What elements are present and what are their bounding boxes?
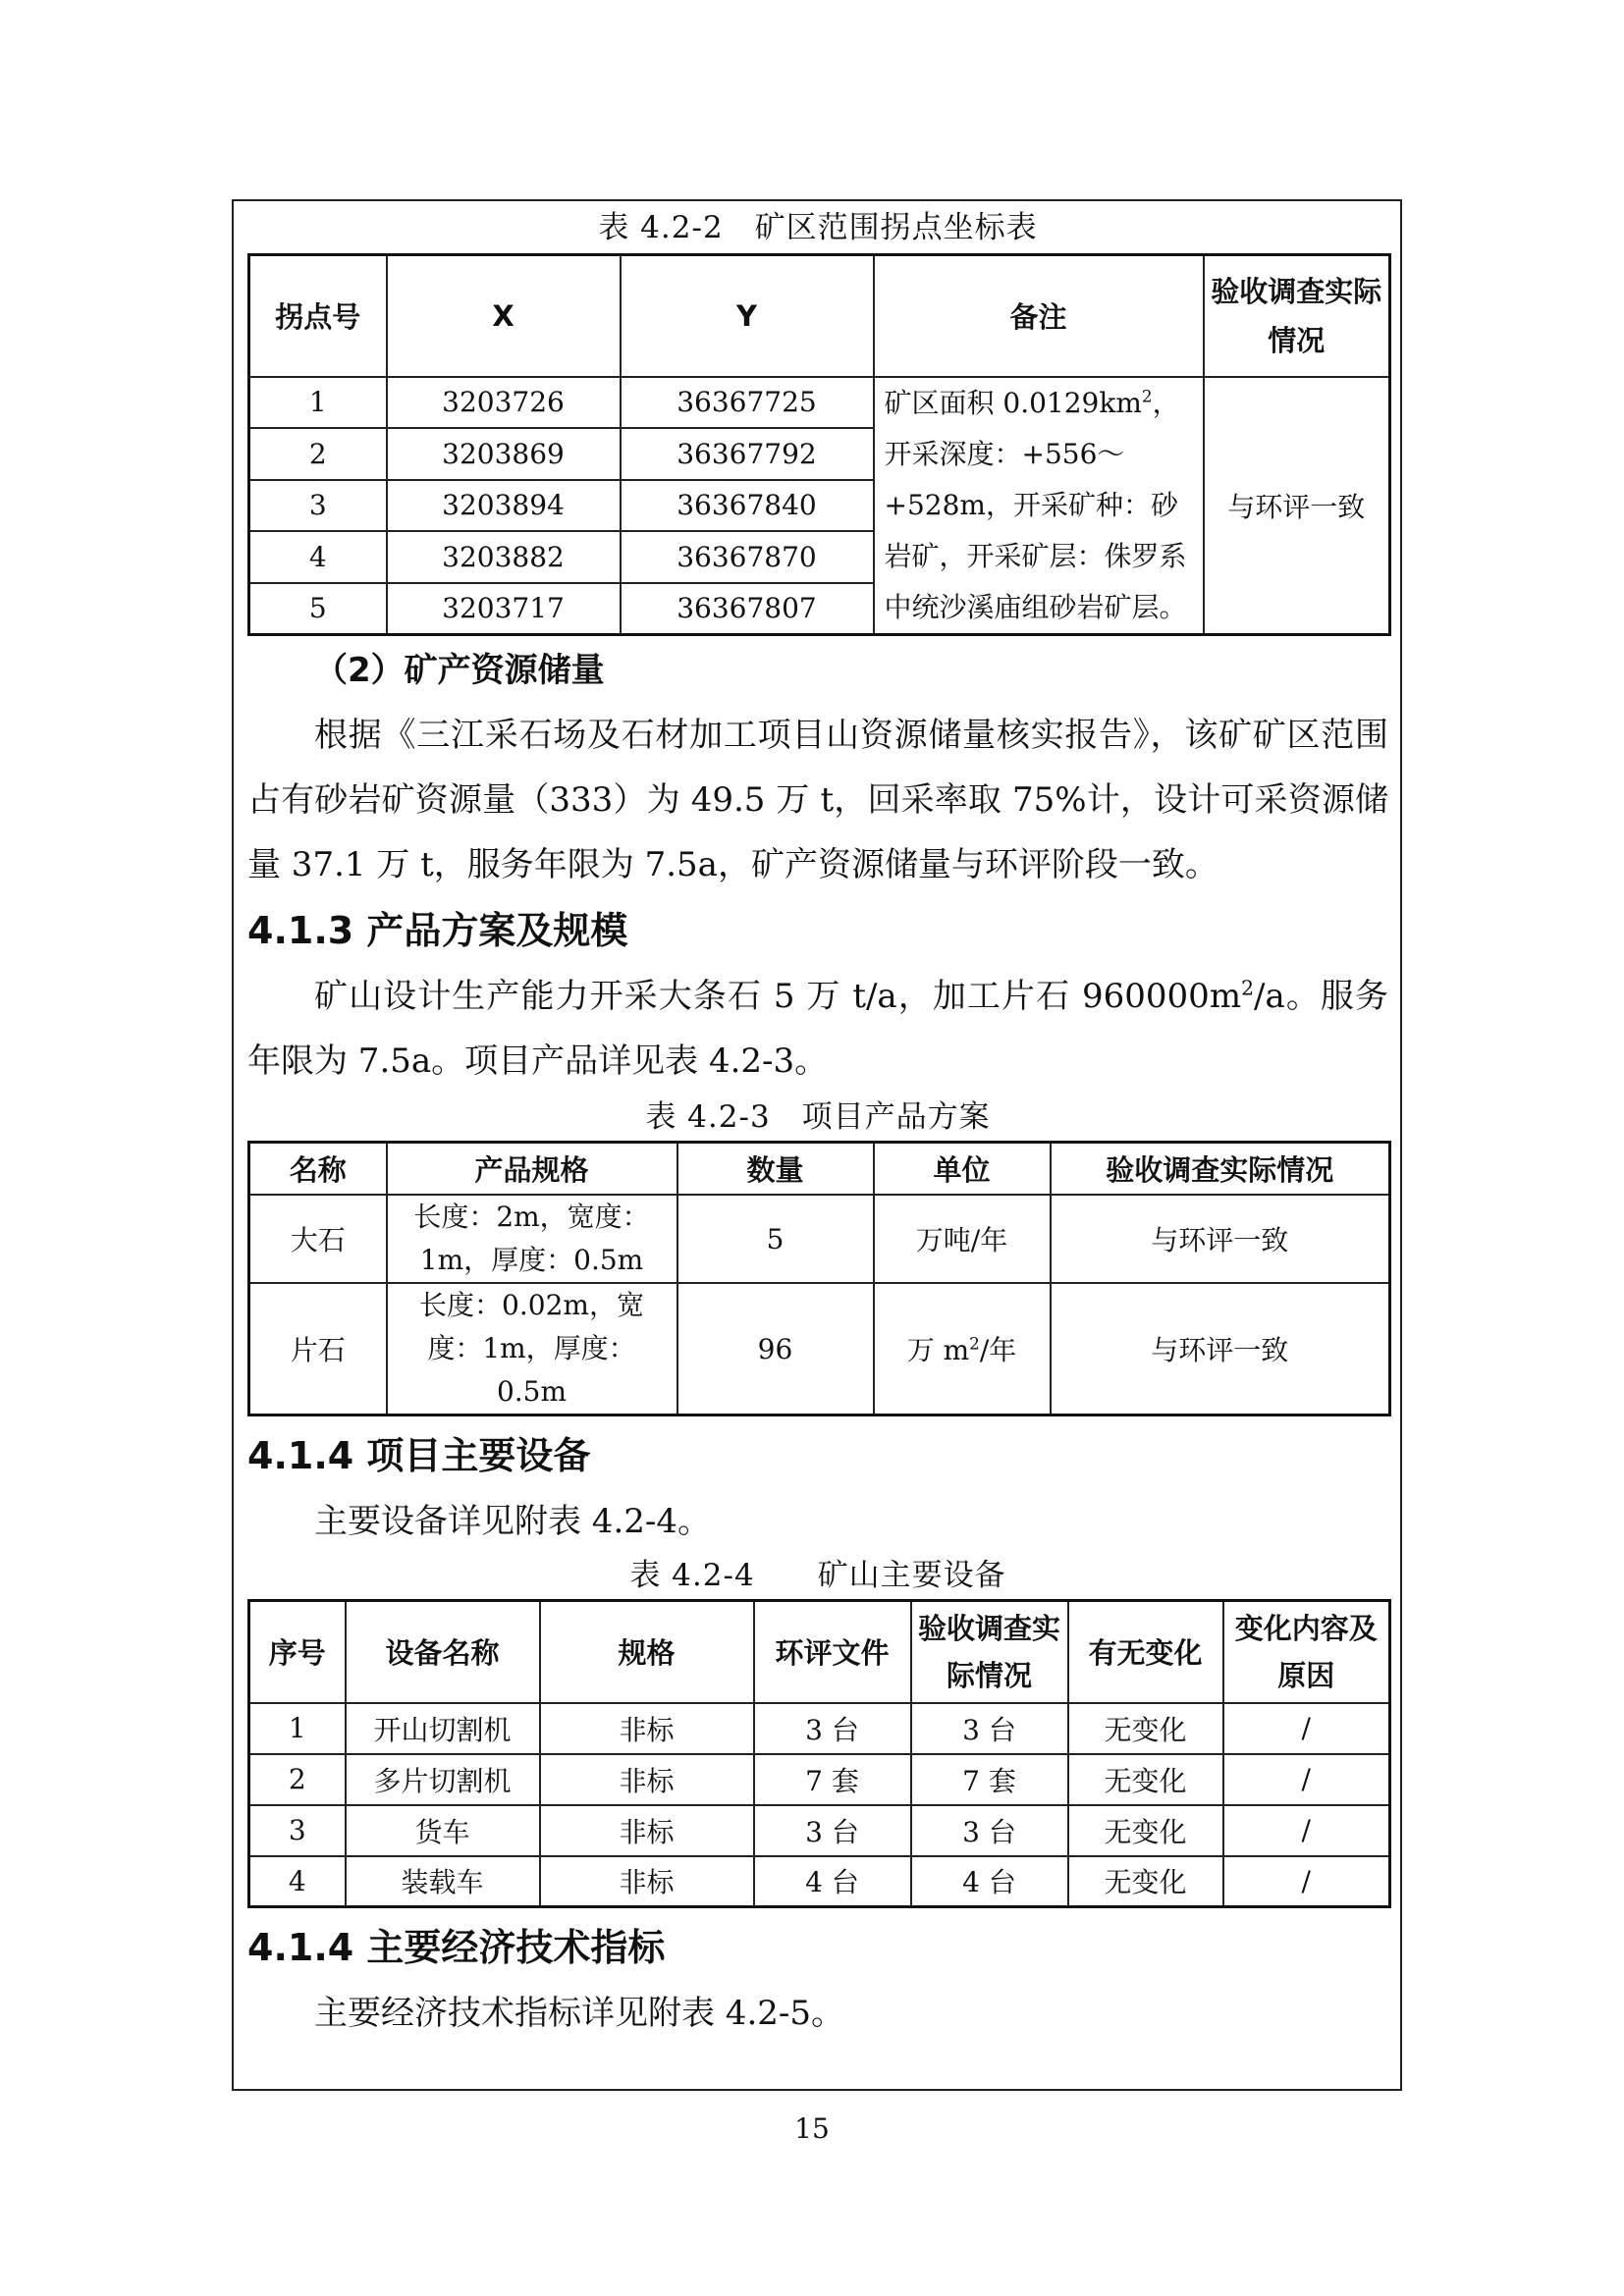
table-cell: 36367725	[621, 377, 874, 429]
table-cell: 36367807	[621, 583, 874, 635]
table-cell: /	[1223, 1856, 1390, 1907]
table-cell: 36367870	[621, 531, 874, 583]
col-header: 环评文件	[754, 1601, 911, 1703]
col-header: 单位	[874, 1142, 1051, 1195]
table-cell: 无变化	[1068, 1805, 1223, 1856]
table-cell: 无变化	[1068, 1703, 1223, 1754]
table-caption-4-2-2: 表 4.2-2 矿区范围拐点坐标表	[598, 210, 1038, 245]
remark-sup: 2	[1141, 386, 1153, 406]
table-row	[249, 1805, 1390, 1856]
col-header: 验收调查实际情况	[1051, 1142, 1390, 1195]
remark-text-a: 矿区面积 0.0129km	[884, 386, 1142, 419]
table-cell: 3	[249, 480, 387, 532]
col-header: 验收调查实际情况	[1204, 255, 1390, 377]
table-cell: 2	[249, 428, 387, 480]
table-cell: 4 台	[754, 1856, 911, 1907]
col-header: 产品规格	[387, 1142, 677, 1195]
table-cell: 3203717	[387, 583, 621, 635]
table-cell: 长度：0.02m，宽度：1m，厚度：0.5m	[387, 1283, 677, 1415]
section-heading-equipment: 4.1.4 项目主要设备	[247, 1434, 591, 1477]
coordinates-table	[247, 253, 1391, 636]
table-cell: 96	[677, 1283, 874, 1415]
table-row	[249, 1283, 1390, 1415]
table-caption-4-2-4: 表 4.2-4 矿山主要设备	[629, 1558, 1006, 1593]
remark-cell	[874, 377, 1204, 635]
table-cell: 与环评一致	[1051, 1195, 1390, 1283]
table-cell: 非标	[540, 1703, 754, 1754]
table-cell: 4 台	[911, 1856, 1068, 1907]
table-row	[249, 377, 1390, 429]
table-cell: 1	[249, 1703, 346, 1754]
table-cell: 3	[249, 1805, 346, 1856]
table-cell: 3203869	[387, 428, 621, 480]
econ-paragraph: 主要经济技术指标详见附表 4.2-5。	[314, 1994, 844, 2033]
table-cell: 3203894	[387, 480, 621, 532]
table-cell: 7 套	[911, 1754, 1068, 1805]
col-header: 设备名称	[346, 1601, 540, 1703]
table-cell: /	[1223, 1805, 1390, 1856]
product-table	[247, 1141, 1391, 1417]
table-cell: 无变化	[1068, 1856, 1223, 1907]
table-cell: 非标	[540, 1805, 754, 1856]
table-cell: 装载车	[346, 1856, 540, 1907]
table-cell: 开山切割机	[346, 1703, 540, 1754]
table-cell: 与环评一致	[1051, 1283, 1390, 1415]
table-cell: 1	[249, 377, 387, 429]
table-cell: 36367792	[621, 428, 874, 480]
col-header: 验收调查实际情况	[911, 1601, 1068, 1703]
table-cell: /	[1223, 1703, 1390, 1754]
table-row	[249, 1754, 1390, 1805]
page-number: 15	[794, 2112, 830, 2145]
product-text-a: 矿山设计生产能力开采大条石 5 万 t/a，加工片石 960000m	[314, 976, 1242, 1016]
product-paragraph	[247, 964, 1388, 1094]
table-cell: 7 套	[754, 1754, 911, 1805]
table-cell: 长度：2m，宽度：1m，厚度：0.5m	[387, 1195, 677, 1283]
table-caption-4-2-3: 表 4.2-3 项目产品方案	[645, 1098, 991, 1135]
table-cell: /	[1223, 1754, 1390, 1805]
product-sup: 2	[1241, 976, 1255, 1000]
col-header: Y	[621, 255, 874, 377]
document-body	[247, 208, 1388, 2046]
col-header: 拐点号	[249, 255, 387, 377]
table-cell: 无变化	[1068, 1754, 1223, 1805]
table-cell: 2	[249, 1754, 346, 1805]
table-cell: 36367840	[621, 480, 874, 532]
section-heading-econ: 4.1.4 主要经济技术指标	[247, 1926, 666, 1969]
table-cell: 片石	[249, 1283, 387, 1415]
col-header: 备注	[874, 255, 1204, 377]
table-cell: 大石	[249, 1195, 387, 1283]
col-header: 名称	[249, 1142, 387, 1195]
col-header: X	[387, 255, 621, 377]
table-cell: 3 台	[911, 1805, 1068, 1856]
equipment-paragraph: 主要设备详见附表 4.2-4。	[314, 1502, 711, 1541]
product-text-b: /a。服务年限为 7.5a。项目产品详见表 4.2-3。	[247, 976, 1388, 1081]
table-cell: 3 台	[754, 1703, 911, 1754]
table-cell: 4	[249, 531, 387, 583]
table-cell: 货车	[346, 1805, 540, 1856]
equipment-table	[247, 1599, 1391, 1908]
unit-text-a: 万 m	[906, 1334, 970, 1366]
table-cell	[874, 1283, 1051, 1415]
subsection-title: （2）矿产资源储量	[314, 650, 605, 690]
table-cell: 5	[677, 1195, 874, 1283]
remark-text-b: ，开采深度：+556～+528m，开采矿种：砂岩矿，开采矿层：侏罗系中统沙溪庙组砂岩矿层。	[884, 386, 1187, 623]
unit-text-b: /年	[979, 1334, 1017, 1366]
table-row	[249, 1703, 1390, 1754]
unit-sup: 2	[969, 1333, 980, 1354]
col-header: 变化内容及原因	[1223, 1601, 1390, 1703]
unit-text-a: 万吨/年	[915, 1224, 1008, 1256]
table-cell: 3203726	[387, 377, 621, 429]
section-heading-product: 4.1.3 产品方案及规模	[247, 908, 628, 952]
table-cell: 3203882	[387, 531, 621, 583]
actual-cell: 与环评一致	[1204, 377, 1390, 635]
col-header: 规格	[540, 1601, 754, 1703]
table-cell: 非标	[540, 1856, 754, 1907]
col-header: 序号	[249, 1601, 346, 1703]
table-cell: 4	[249, 1856, 346, 1907]
table-cell	[874, 1195, 1051, 1283]
reserve-paragraph: 根据《三江采石场及石材加工项目山资源储量核实报告》，该矿矿区范围占有砂岩矿资源量（333）为 49.5 万 t，回采率取 75%计，设计可采资源储量 37.1 万 t，服务年限为 7.5a，矿产资源储量与环评阶段一致。	[247, 715, 1388, 884]
col-header: 数量	[677, 1142, 874, 1195]
table-cell: 非标	[540, 1754, 754, 1805]
table-cell: 多片切割机	[346, 1754, 540, 1805]
table-row	[249, 1856, 1390, 1907]
table-cell: 5	[249, 583, 387, 635]
col-header: 有无变化	[1068, 1601, 1223, 1703]
table-cell: 3 台	[754, 1805, 911, 1856]
table-cell: 3 台	[911, 1703, 1068, 1754]
table-row	[249, 1195, 1390, 1283]
